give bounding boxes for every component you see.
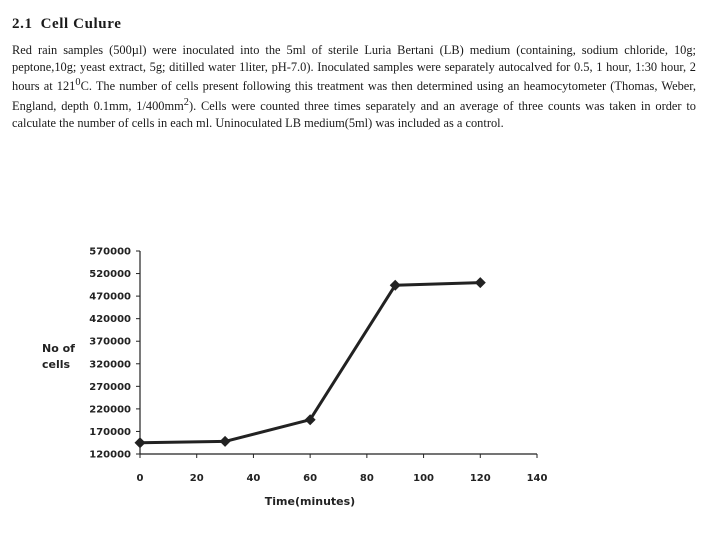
data-point-marker (220, 436, 231, 447)
series-group (135, 277, 486, 448)
y-axis-label-line2: cells (42, 358, 71, 371)
x-axis-ticks (137, 454, 548, 484)
chart-axes (140, 251, 537, 454)
x-tick-label: 20 (189, 473, 204, 484)
section-title: Cell Culure (40, 16, 122, 32)
squared-superscript: 2 (183, 96, 189, 108)
y-tick-label: 520000 (89, 269, 131, 281)
section-number: 2.1 (12, 16, 33, 32)
x-tick-label: 100 (413, 473, 435, 484)
y-tick-label: 120000 (89, 449, 131, 461)
y-tick-label: 470000 (89, 291, 131, 303)
paragraph-text-1: Red rain samples (500µl) were inoculated into the 5ml of sterile Luria Bertani (LB) medium (containing, sodium chloride, 10g; peptone,10g; yeast extract, 5g; ditilled water 1liter, pH-7.0). Inoculated samples were separately autocalved for 0.5, 1 hour, 1:30 hour, 2 hours at 121 (12, 43, 696, 94)
data-point-marker (475, 277, 486, 288)
x-tick-label: 140 (526, 473, 548, 484)
paragraph-text-3: ). Cells were counted three times separately and an average of three counts was taken in order to calculate the number of cells in each ml. Uninoculated LB medium(5ml) was included as a control. (12, 99, 696, 130)
y-tick-label: 270000 (89, 381, 131, 393)
degree-superscript: 0 (75, 77, 81, 89)
paragraph-text-2: C. The number of cells present following this treatment was then determined using an heamocytometer (Thomas, Weber, England, depth 0.1mm, 1/400mm (12, 79, 697, 114)
x-tick-label: 80 (359, 473, 374, 484)
y-tick-label: 170000 (89, 426, 131, 438)
x-tick-label: 60 (303, 473, 318, 484)
y-tick-label: 370000 (89, 336, 131, 348)
x-axis-label: Time(minutes) (264, 495, 356, 508)
section-heading (12, 16, 121, 33)
data-point-marker (390, 280, 401, 291)
y-tick-label: 570000 (89, 246, 131, 258)
data-point-marker (135, 437, 146, 448)
data-point-marker (305, 414, 316, 425)
series-line (140, 283, 480, 443)
x-tick-label: 0 (136, 473, 144, 484)
y-tick-label: 220000 (89, 404, 131, 416)
y-tick-label: 320000 (89, 359, 131, 371)
y-axis-label-line1: No of (42, 342, 75, 355)
y-axis-ticks (89, 247, 140, 461)
body-paragraph (12, 42, 696, 131)
x-tick-label: 40 (246, 473, 261, 484)
x-tick-label: 120 (469, 473, 491, 484)
y-tick-label: 420000 (89, 314, 131, 326)
